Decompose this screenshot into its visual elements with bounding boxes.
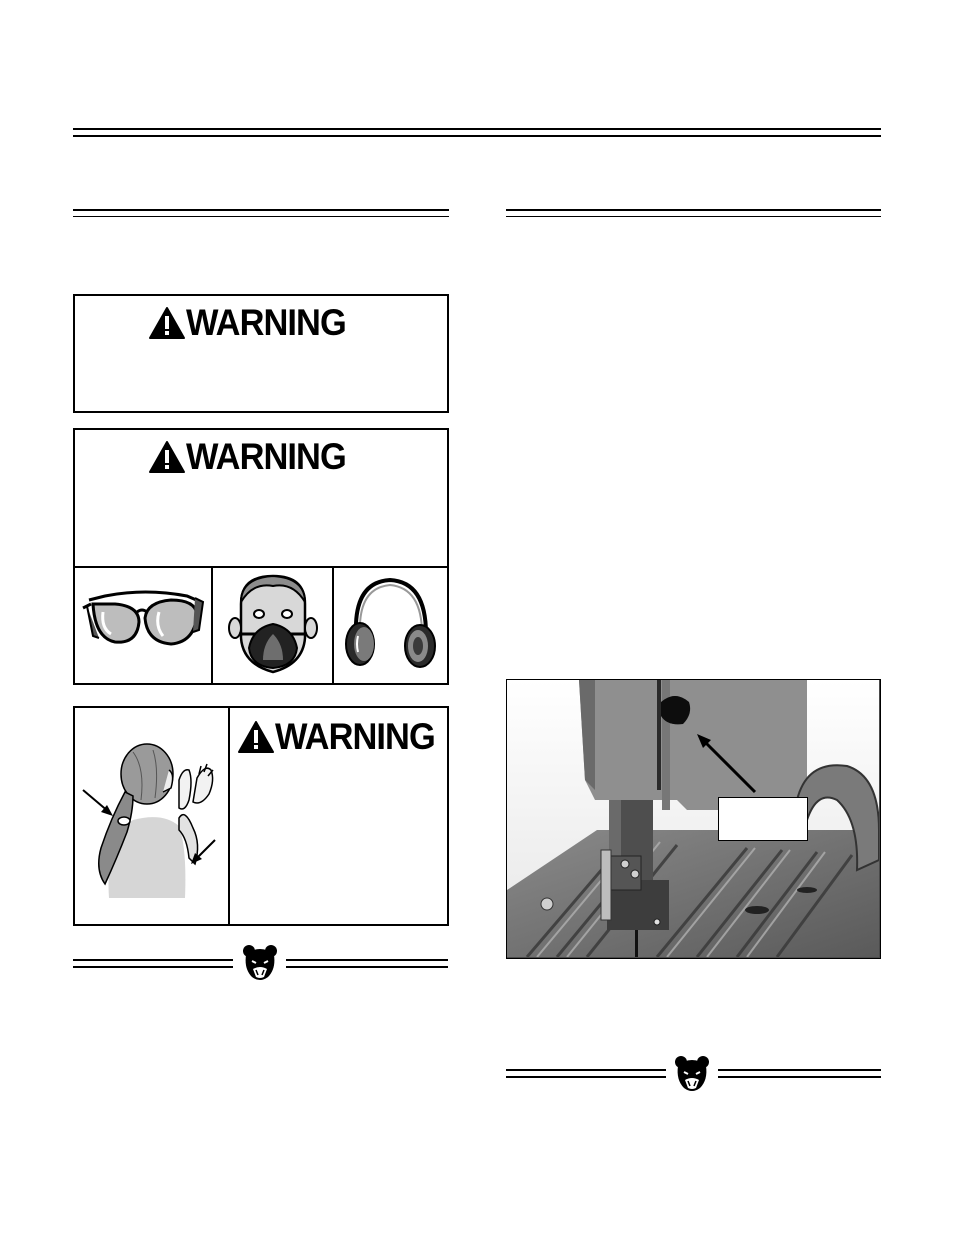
exclamation-triangle-icon [237,720,275,754]
bear-logo-icon [240,943,280,983]
ear-muffs-icon [334,568,447,683]
ppe-cell-mask [213,568,332,683]
warning-box-1 [73,294,449,413]
band-saw-blade-guard-photo [507,680,879,957]
warning-box-2 [73,428,449,685]
warning-heading-3 [237,718,447,755]
warning-title: WARNING [186,302,346,343]
warning-heading-1 [148,304,358,341]
illustration-cell [75,708,228,924]
ppe-cell-glasses [75,568,211,683]
bear-logo-icon [672,1054,712,1094]
ppe-cell-earmuffs [334,568,447,683]
long-hair-and-sleeves-illustration [75,708,228,924]
warning-title: WARNING [186,436,346,477]
exclamation-triangle-icon [148,306,186,340]
band-saw-photo [506,679,881,959]
safety-glasses-icon [75,568,211,683]
photo-callout-label [718,797,808,841]
warning-heading-2 [148,438,358,475]
dust-mask-icon [213,568,332,683]
warning-title: WARNING [275,716,435,757]
warning-box-3 [73,706,449,926]
exclamation-triangle-icon [148,440,186,474]
